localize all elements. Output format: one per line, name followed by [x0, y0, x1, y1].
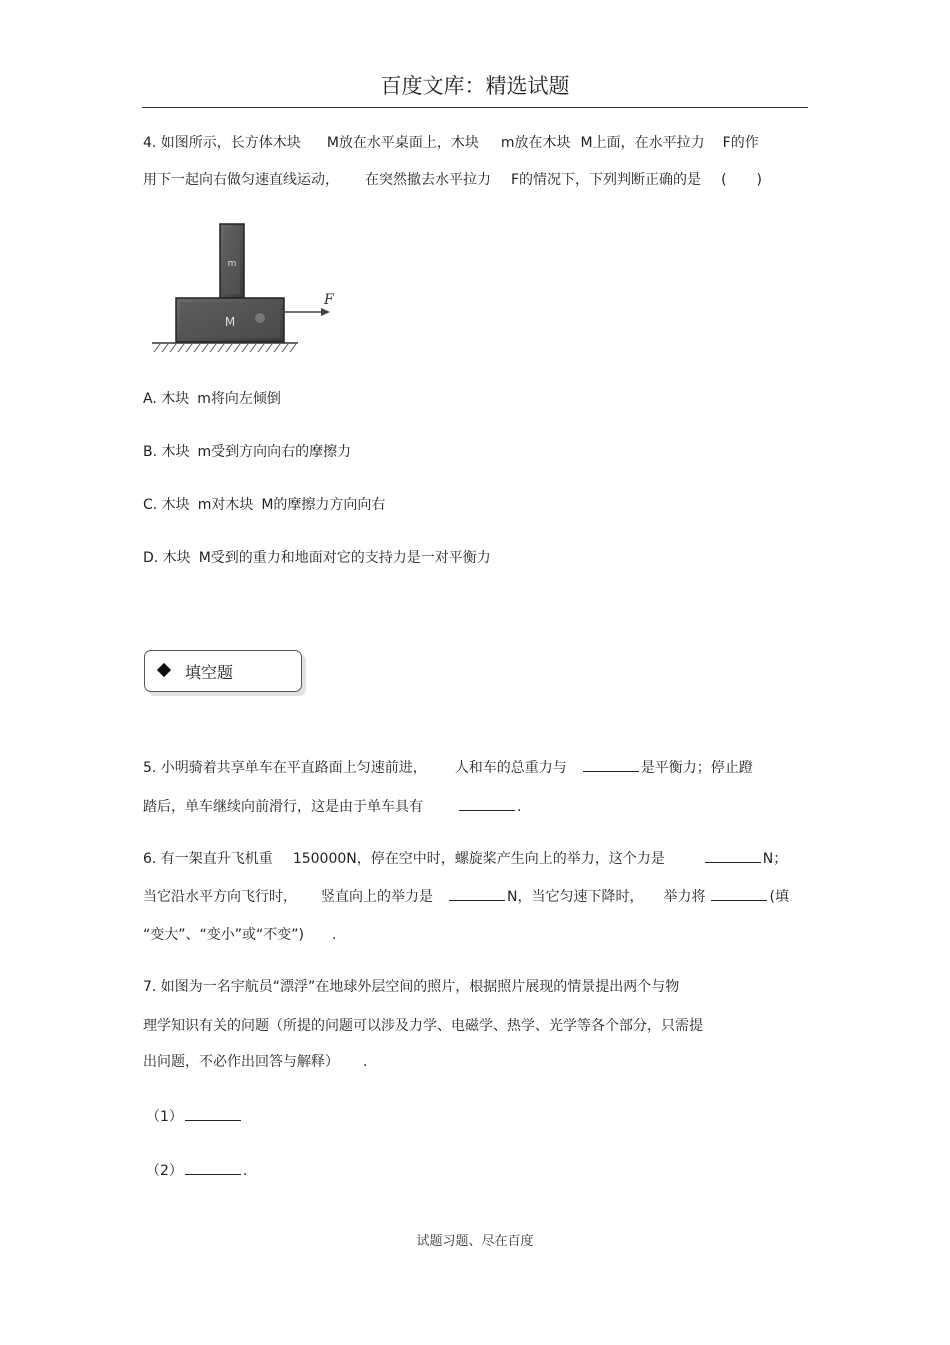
q4-option-a[interactable]	[143, 389, 281, 409]
q7-sub-label: （1）	[146, 1109, 183, 1125]
q5-line-1	[143, 757, 753, 778]
label-M: M	[224, 315, 236, 329]
q4-figure	[148, 222, 348, 362]
answer-blank[interactable]	[711, 886, 767, 901]
q6-text: 6. 有一架直升飞机重	[143, 851, 273, 867]
q6-line-1	[143, 848, 787, 869]
answer-blank[interactable]	[459, 796, 515, 811]
section-heading-fill-in	[144, 650, 302, 692]
section-label: 填空题	[185, 663, 234, 682]
answer-blank[interactable]	[185, 1160, 241, 1175]
option-text: M受到的重力和地面对它的支持力是一对平衡力	[198, 550, 491, 566]
q5-line-2	[143, 796, 521, 817]
q5-text: 踏后，单车继续向前滑行，这是由于单车具有	[143, 799, 423, 815]
q6-line-3	[143, 925, 336, 945]
q6-text: 举力将	[663, 889, 706, 905]
q4-text: 用下一起向右做匀速直线运动，	[143, 172, 339, 188]
q4-text: 4. 如图所示，长方体木块	[143, 135, 301, 151]
q4-text: 在突然撤去水平拉力	[365, 172, 491, 188]
q4-line-1	[143, 133, 759, 153]
q7-text: 出问题，不必作出回答与解释）	[143, 1054, 339, 1070]
q7-sub-label: （2）	[146, 1163, 183, 1179]
q6-text: N；	[762, 851, 788, 867]
q5-text: .	[517, 799, 522, 815]
q5-text: 人和车的总重力与	[454, 760, 567, 776]
option-text: B. 木块	[143, 444, 190, 460]
q7-line-3	[143, 1052, 367, 1072]
q4-text: M上面，在水平拉力	[580, 135, 705, 151]
option-text: m受到方向向右的摩擦力	[197, 444, 352, 460]
q7-line-1: 7. 如图为一名宇航员“漂浮”在地球外层空间的照片，根据照片展现的情景提出两个与物	[143, 979, 680, 995]
q6-text: 竖直向上的举力是	[321, 889, 433, 905]
blocks-diagram	[148, 222, 348, 362]
label-m: m	[227, 259, 237, 269]
q4-text: F的作	[722, 135, 759, 151]
q4-option-d[interactable]	[143, 548, 491, 568]
option-text: m将向左倾倒	[197, 391, 281, 407]
q4-option-c[interactable]	[143, 495, 385, 515]
q7-text: .	[363, 1054, 368, 1070]
page-footer: 试题习题、尽在百度	[416, 1234, 534, 1249]
q4-option-b[interactable]	[143, 442, 351, 462]
q6-text: (填	[769, 889, 789, 905]
q5-text: 5. 小明骑着共享单车在平直路面上匀速前进，	[143, 760, 427, 776]
q7-sub-1	[146, 1106, 243, 1127]
q6-text: “变大”、“变小”或“不变”)	[143, 927, 304, 943]
header-divider	[142, 107, 808, 108]
option-text: C. 木块	[143, 497, 190, 513]
q7-line-2: 理学知识有关的问题（所提的问题可以涉及力学、电磁学、热学、光学等各个部分，只需提	[143, 1018, 703, 1034]
q4-text: M放在水平桌面上，木块	[326, 135, 479, 151]
q4-paren-open: (	[721, 172, 727, 188]
answer-blank[interactable]	[185, 1106, 241, 1121]
q4-line-2	[143, 170, 762, 190]
diamond-icon	[157, 663, 171, 677]
option-text: D. 木块	[143, 550, 191, 566]
answer-blank[interactable]	[705, 848, 761, 863]
q6-text: .	[331, 927, 337, 943]
answer-blank[interactable]	[449, 886, 505, 901]
q4-paren-close: )	[756, 172, 762, 188]
q6-line-2	[143, 886, 789, 907]
q7-sub-2	[146, 1160, 247, 1181]
q6-text: 当它沿水平方向飞行时，	[143, 889, 297, 905]
option-text: m对木块	[197, 497, 254, 513]
q4-text: m放在木块	[500, 135, 571, 151]
page-title: 百度文库：精选试题	[380, 74, 570, 98]
q4-text: F的情况下，下列判断正确的是	[511, 172, 702, 188]
q5-text: 是平衡力；停止蹬	[640, 760, 753, 776]
label-F: F	[324, 292, 334, 308]
option-text: A. 木块	[143, 391, 190, 407]
option-text: M的摩擦力方向向右	[261, 497, 386, 513]
q6-text: 150000N，停在空中时，螺旋桨产生向上的举力，这个力是	[292, 851, 665, 867]
q7-text: .	[242, 1163, 248, 1179]
q6-text: N，当它匀速下降时，	[507, 889, 644, 905]
answer-blank[interactable]	[583, 757, 639, 772]
